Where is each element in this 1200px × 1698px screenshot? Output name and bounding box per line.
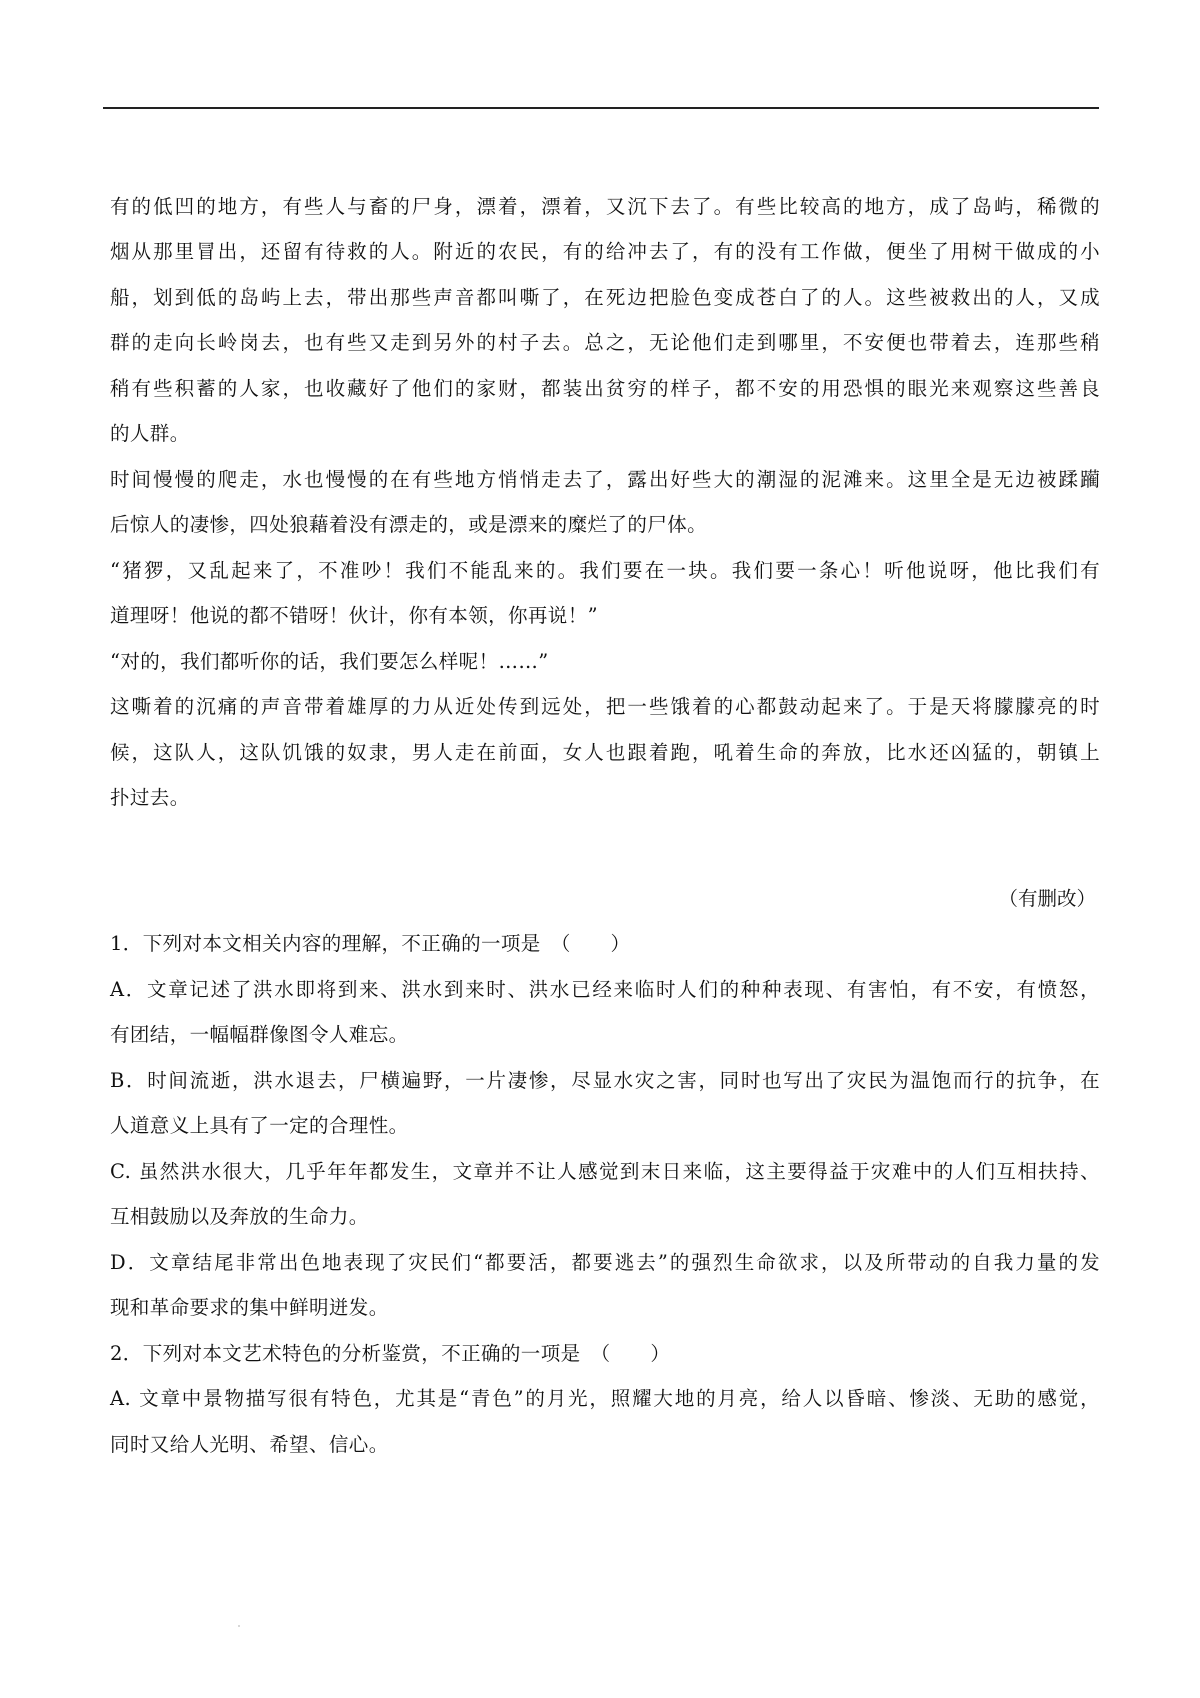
- source-note: （有删改）: [998, 887, 1096, 910]
- passage-line: 候，这队人，这队饥饿的奴隶，男人走在前面，女人也跟着跑，吼着生命的奔放，比水还凶猛的，朝镇上: [110, 741, 1100, 764]
- option-line: A．文章记述了洪水即将到来、洪水到来时、洪水已经来临时人们的种种表现、有害怕，有不安，有愤怒，: [110, 978, 1100, 1001]
- passage-line: 这嘶着的沉痛的声音带着雄厚的力从近处传到远处，把一些饿着的心都鼓动起来了。于是天将朦朦亮的时: [110, 695, 1100, 718]
- option-line: 人道意义上具有了一定的合理性。: [110, 1114, 409, 1137]
- option-line: D．文章结尾非常出色地表现了灾民们“都要活，都要逃去”的强烈生命欲求，以及所带动的自我力量的发: [110, 1251, 1100, 1274]
- passage-line: “猪猡，又乱起来了，不准吵！我们不能乱来的。我们要在一块。我们要一条心！听他说呀，他比我们有: [110, 559, 1100, 582]
- passage-line: 船，划到低的岛屿上去，带出那些声音都叫嘶了，在死边把脸色变成苍白了的人。这些被救出的人，又成: [110, 286, 1100, 309]
- option-line: 有团结，一幅幅群像图令人难忘。: [110, 1023, 409, 1046]
- option-line: C. 虽然洪水很大，几乎年年都发生，文章并不让人感觉到末日来临，这主要得益于灾难中的人们互相扶持、: [110, 1160, 1100, 1183]
- passage-line: 后惊人的凄惨，四处狼藉着没有漂走的，或是漂来的糜烂了的尸体。: [110, 513, 708, 536]
- question-stem: 2．下列对本文艺术特色的分析鉴赏，不正确的一项是 （ ）: [110, 1342, 671, 1365]
- passage-line: 群的走向长岭岗去，也有些又走到另外的村子去。总之，无论他们走到哪里，不安便也带着去，连那些稍: [110, 331, 1100, 354]
- passage-line: 扑过去。: [110, 786, 190, 809]
- passage-line: “对的，我们都听你的话，我们要怎么样呢！……”: [110, 650, 549, 673]
- question-stem: 1．下列对本文相关内容的理解，不正确的一项是 （ ）: [110, 932, 631, 955]
- scan-speck: [238, 1625, 240, 1627]
- passage-line: 时间慢慢的爬走，水也慢慢的在有些地方悄悄走去了，露出好些大的潮湿的泥滩来。这里全是无边被蹂躏: [110, 468, 1100, 491]
- passage-line: 道理呀！他说的都不错呀！伙计，你有本领，你再说！”: [110, 604, 598, 627]
- header-rule: [103, 107, 1099, 109]
- passage-line: 的人群。: [110, 422, 190, 445]
- passage-line: 稍有些积蓄的人家，也收藏好了他们的家财，都装出贫穷的样子，都不安的用恐惧的眼光来观察这些善良: [110, 377, 1100, 400]
- option-line: A. 文章中景物描写很有特色，尤其是“青色”的月光，照耀大地的月亮，给人以昏暗、惨淡、无助的感觉，: [110, 1387, 1100, 1410]
- option-line: 现和革命要求的集中鲜明迸发。: [110, 1296, 389, 1319]
- option-line: 同时又给人光明、希望、信心。: [110, 1433, 389, 1456]
- option-line: 互相鼓励以及奔放的生命力。: [110, 1205, 369, 1228]
- passage-line: 烟从那里冒出，还留有待救的人。附近的农民，有的给冲去了，有的没有工作做，便坐了用树干做成的小: [110, 240, 1100, 263]
- option-line: B．时间流逝，洪水退去，尸横遍野，一片凄惨，尽显水灾之害，同时也写出了灾民为温饱而行的抗争，在: [110, 1069, 1100, 1092]
- passage-line: 有的低凹的地方，有些人与畜的尸身，漂着，漂着，又沉下去了。有些比较高的地方，成了岛屿，稀微的: [110, 195, 1100, 218]
